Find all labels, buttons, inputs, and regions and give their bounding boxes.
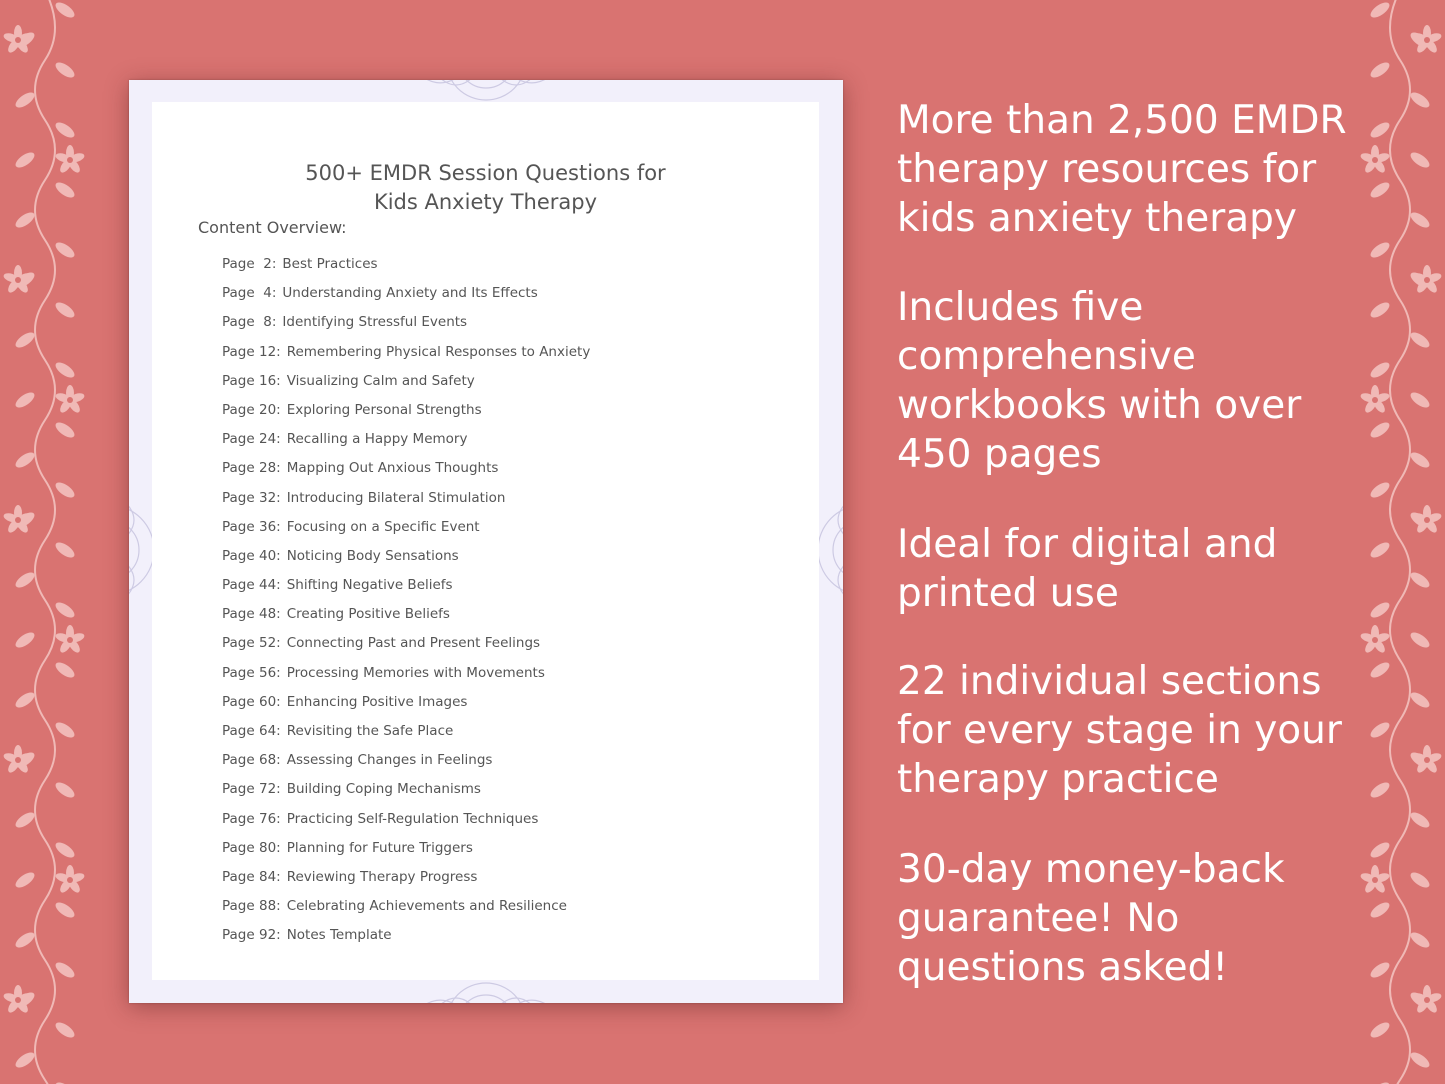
toc-section-label: Best Practices <box>282 256 378 272</box>
toc-page-number: Page 80: <box>222 839 281 856</box>
toc-section-label: Practicing Self-Regulation Techniques <box>286 810 539 827</box>
feature-line: 30-day money-back <box>897 847 1285 892</box>
document-title <box>152 159 819 217</box>
table-of-contents <box>222 255 590 956</box>
toc-section-label: Building Coping Mechanisms <box>286 781 481 798</box>
floral-vine-left-icon <box>0 0 90 1084</box>
toc-section-label: Remembering Physical Responses to Anxiety <box>286 343 591 360</box>
toc-page-number: Page 24: <box>222 431 281 448</box>
toc-item <box>222 722 590 751</box>
toc-section-label: Noticing Body Sensations <box>286 547 459 564</box>
toc-item <box>222 634 590 663</box>
feature-line: 450 pages <box>897 432 1102 477</box>
toc-item <box>222 780 590 809</box>
toc-item <box>222 664 590 693</box>
toc-item <box>222 926 590 955</box>
toc-page-number: Page 40: <box>222 547 281 564</box>
toc-item <box>222 839 590 868</box>
document-page <box>152 102 819 980</box>
toc-page-number: Page 12: <box>222 343 281 360</box>
toc-page-number: Page 72: <box>222 781 281 798</box>
toc-item <box>222 430 590 459</box>
toc-page-number: Page 64: <box>222 723 281 739</box>
toc-item <box>222 693 590 722</box>
feature-line: kids anxiety therapy <box>897 196 1297 241</box>
toc-page-number: Page 56: <box>222 664 281 681</box>
toc-page-number: Page 16: <box>222 372 281 389</box>
toc-section-label: Shifting Negative Beliefs <box>286 577 453 594</box>
toc-section-label: Enhancing Positive Images <box>286 693 468 710</box>
toc-section-label: Planning for Future Triggers <box>286 839 473 856</box>
content-overview-heading: Content Overview: <box>198 218 347 237</box>
toc-section-label: Processing Memories with Movements <box>286 664 545 681</box>
toc-page-number: Page 88: <box>222 898 281 915</box>
toc-item <box>222 343 590 372</box>
feature-block <box>897 96 1367 243</box>
toc-section-label: Recalling a Happy Memory <box>286 431 468 448</box>
toc-item <box>222 255 590 284</box>
toc-page-number: Page 32: <box>222 489 281 506</box>
toc-section-label: Reviewing Therapy Progress <box>286 868 478 885</box>
toc-section-label: Identifying Stressful Events <box>282 314 468 331</box>
feature-line: Includes five <box>897 285 1144 330</box>
toc-item <box>222 401 590 430</box>
toc-item <box>222 868 590 897</box>
floral-vine-right-icon <box>1355 0 1445 1084</box>
toc-section-label: Creating Positive Beliefs <box>286 606 450 623</box>
feature-line: Ideal for digital and <box>897 522 1278 567</box>
feature-line: therapy practice <box>897 757 1219 802</box>
toc-item <box>222 459 590 488</box>
feature-block <box>897 845 1367 992</box>
toc-page-number: Page 68: <box>222 752 281 769</box>
toc-section-label: Visualizing Calm and Safety <box>286 372 475 389</box>
feature-line: therapy resources for <box>897 147 1317 192</box>
toc-item <box>222 489 590 518</box>
feature-line: workbooks with over <box>897 383 1302 428</box>
toc-item <box>222 897 590 926</box>
document-preview <box>129 80 843 1003</box>
toc-page-number: Page 60: <box>222 693 281 710</box>
feature-line: More than 2,500 EMDR <box>897 98 1347 143</box>
toc-section-label: Understanding Anxiety and Its Effects <box>282 285 538 302</box>
toc-page-number: Page 52: <box>222 635 281 652</box>
document-title-line-1: 500+ EMDR Session Questions for <box>305 161 666 185</box>
toc-page-number: Page 44: <box>222 577 281 594</box>
toc-item <box>222 810 590 839</box>
toc-page-number: Page 48: <box>222 606 281 623</box>
feature-block <box>897 283 1367 479</box>
toc-page-number: Page 92: <box>222 927 281 944</box>
feature-line: guarantee! No <box>897 896 1180 941</box>
toc-section-label: Revisiting the Safe Place <box>286 723 454 739</box>
feature-block <box>897 520 1367 618</box>
toc-page-number: Page 8: <box>222 314 277 331</box>
toc-section-label: Mapping Out Anxious Thoughts <box>286 460 499 477</box>
toc-item <box>222 576 590 605</box>
toc-section-label: Focusing on a Specific Event <box>286 518 480 535</box>
toc-section-label: Introducing Bilateral Stimulation <box>286 489 506 506</box>
toc-item <box>222 547 590 576</box>
toc-page-number: Page 4: <box>222 285 277 302</box>
toc-page-number: Page 76: <box>222 810 281 827</box>
toc-item <box>222 751 590 780</box>
document-title-line-2: Kids Anxiety Therapy <box>373 190 598 214</box>
toc-section-label: Assessing Changes in Feelings <box>286 752 493 769</box>
feature-line: 22 individual sections <box>897 659 1322 704</box>
toc-section-label: Celebrating Achievements and Resilience <box>286 898 567 915</box>
toc-section-label: Notes Template <box>286 927 392 944</box>
toc-item <box>222 313 590 342</box>
toc-page-number: Page 2: <box>222 256 277 272</box>
toc-section-label: Exploring Personal Strengths <box>286 401 482 418</box>
toc-page-number: Page 84: <box>222 868 281 885</box>
toc-item <box>222 284 590 313</box>
toc-page-number: Page 20: <box>222 401 281 418</box>
feature-line: printed use <box>897 571 1119 616</box>
toc-page-number: Page 28: <box>222 460 281 477</box>
toc-page-number: Page 36: <box>222 518 281 535</box>
toc-item <box>222 372 590 401</box>
feature-line: comprehensive <box>897 334 1196 379</box>
toc-section-label: Connecting Past and Present Feelings <box>286 635 541 652</box>
toc-item <box>222 605 590 634</box>
feature-line: questions asked! <box>897 945 1229 990</box>
toc-item <box>222 518 590 547</box>
feature-line: for every stage in your <box>897 708 1342 753</box>
feature-block <box>897 657 1367 804</box>
